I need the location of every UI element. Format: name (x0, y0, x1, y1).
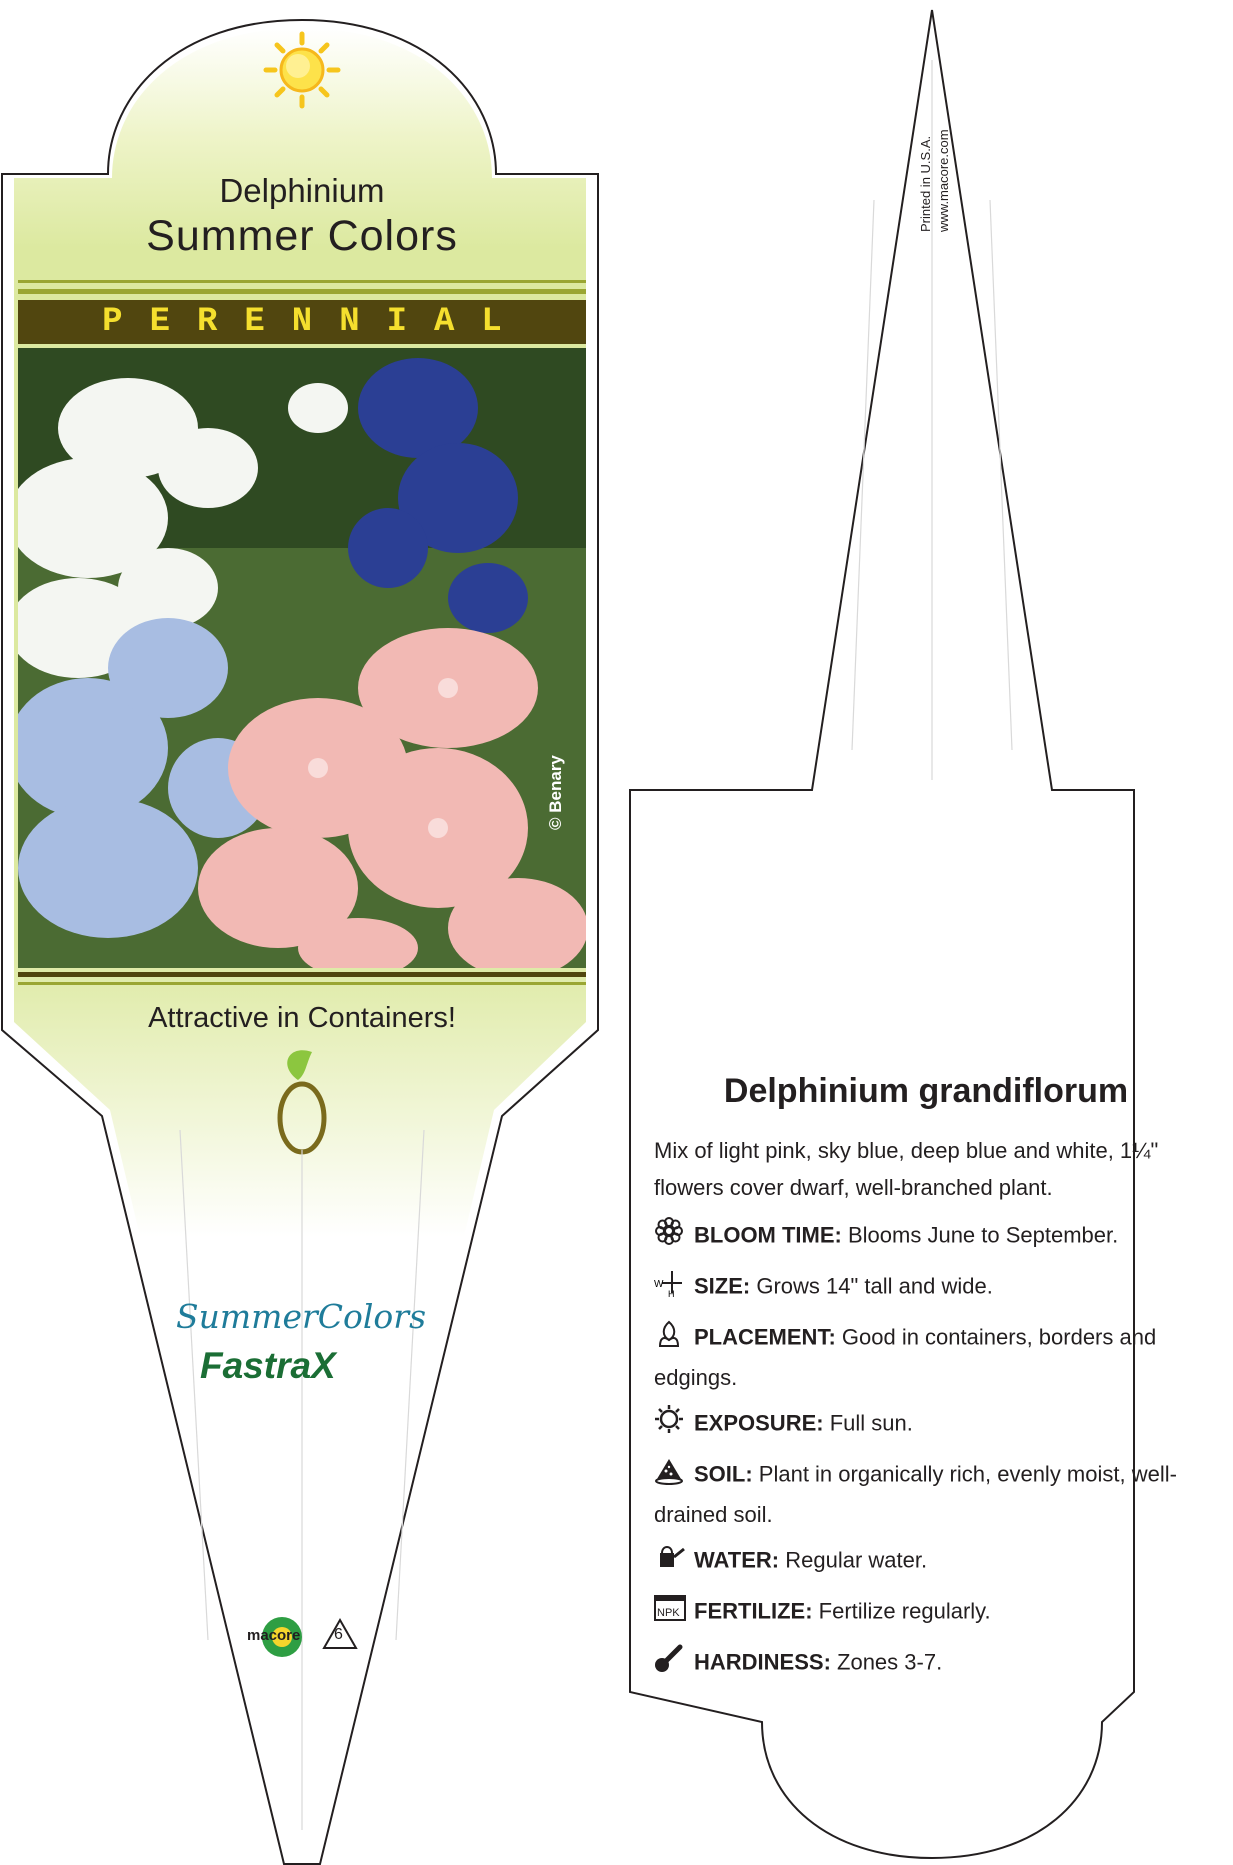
photo-credit: © Benary (546, 755, 565, 830)
plant-type-label: PERENNIAL (102, 303, 529, 341)
care-hardiness: HARDINESS: Zones 3-7. (654, 1643, 1184, 1684)
brand-logo-line2: FastraX (200, 1345, 336, 1386)
plant-description: Mix of light pink, sky blue, deep blue and white, 1¼" flowers cover dwarf, well-branched plant. (654, 1138, 1159, 1200)
species-title: Delphinium grandiflorum (723, 1072, 1129, 1110)
care-fertilize: NPK FERTILIZE: Fertilize regularly. (654, 1592, 1184, 1633)
flower-icon (654, 1216, 694, 1257)
maker-label: macore (247, 1627, 301, 1644)
svg-text:W: W (654, 1279, 664, 1290)
care-exposure: EXPOSURE: Full sun. (654, 1404, 1184, 1445)
npk-icon (654, 1592, 694, 1633)
tagline: Attractive in Containers! (148, 1002, 456, 1034)
genus-title: Delphinium (219, 172, 385, 209)
svg-text:NPK: NPK (657, 1607, 680, 1619)
placement-icon (654, 1318, 694, 1359)
brand-logo-line1: SummerColors (176, 1297, 426, 1336)
care-bloom-time: BLOOM TIME: Blooms June to September. (654, 1216, 1184, 1257)
recycle-code: 6 (334, 1626, 343, 1643)
svg-text:H: H (668, 1289, 675, 1297)
flower-photo (18, 348, 586, 968)
printed-in-label: Printed in U.S.A. (918, 135, 933, 232)
sun-outline-icon (654, 1404, 694, 1445)
sun-icon (266, 34, 338, 106)
care-size: W H SIZE: Grows 14" tall and wide. (654, 1267, 1184, 1308)
website-label: www.macore.com (936, 129, 951, 232)
care-soil: SOIL: Plant in organically rich, evenly moist, well-drained soil. (654, 1455, 1184, 1533)
variety-title: Summer Colors (146, 212, 458, 260)
soil-icon (654, 1455, 694, 1496)
size-icon (654, 1267, 694, 1308)
care-placement: PLACEMENT: Good in containers, borders and edgings. (654, 1318, 1184, 1396)
care-water: WATER: Regular water. (654, 1541, 1184, 1582)
thermometer-icon (654, 1643, 694, 1684)
watering-can-icon (654, 1541, 694, 1582)
